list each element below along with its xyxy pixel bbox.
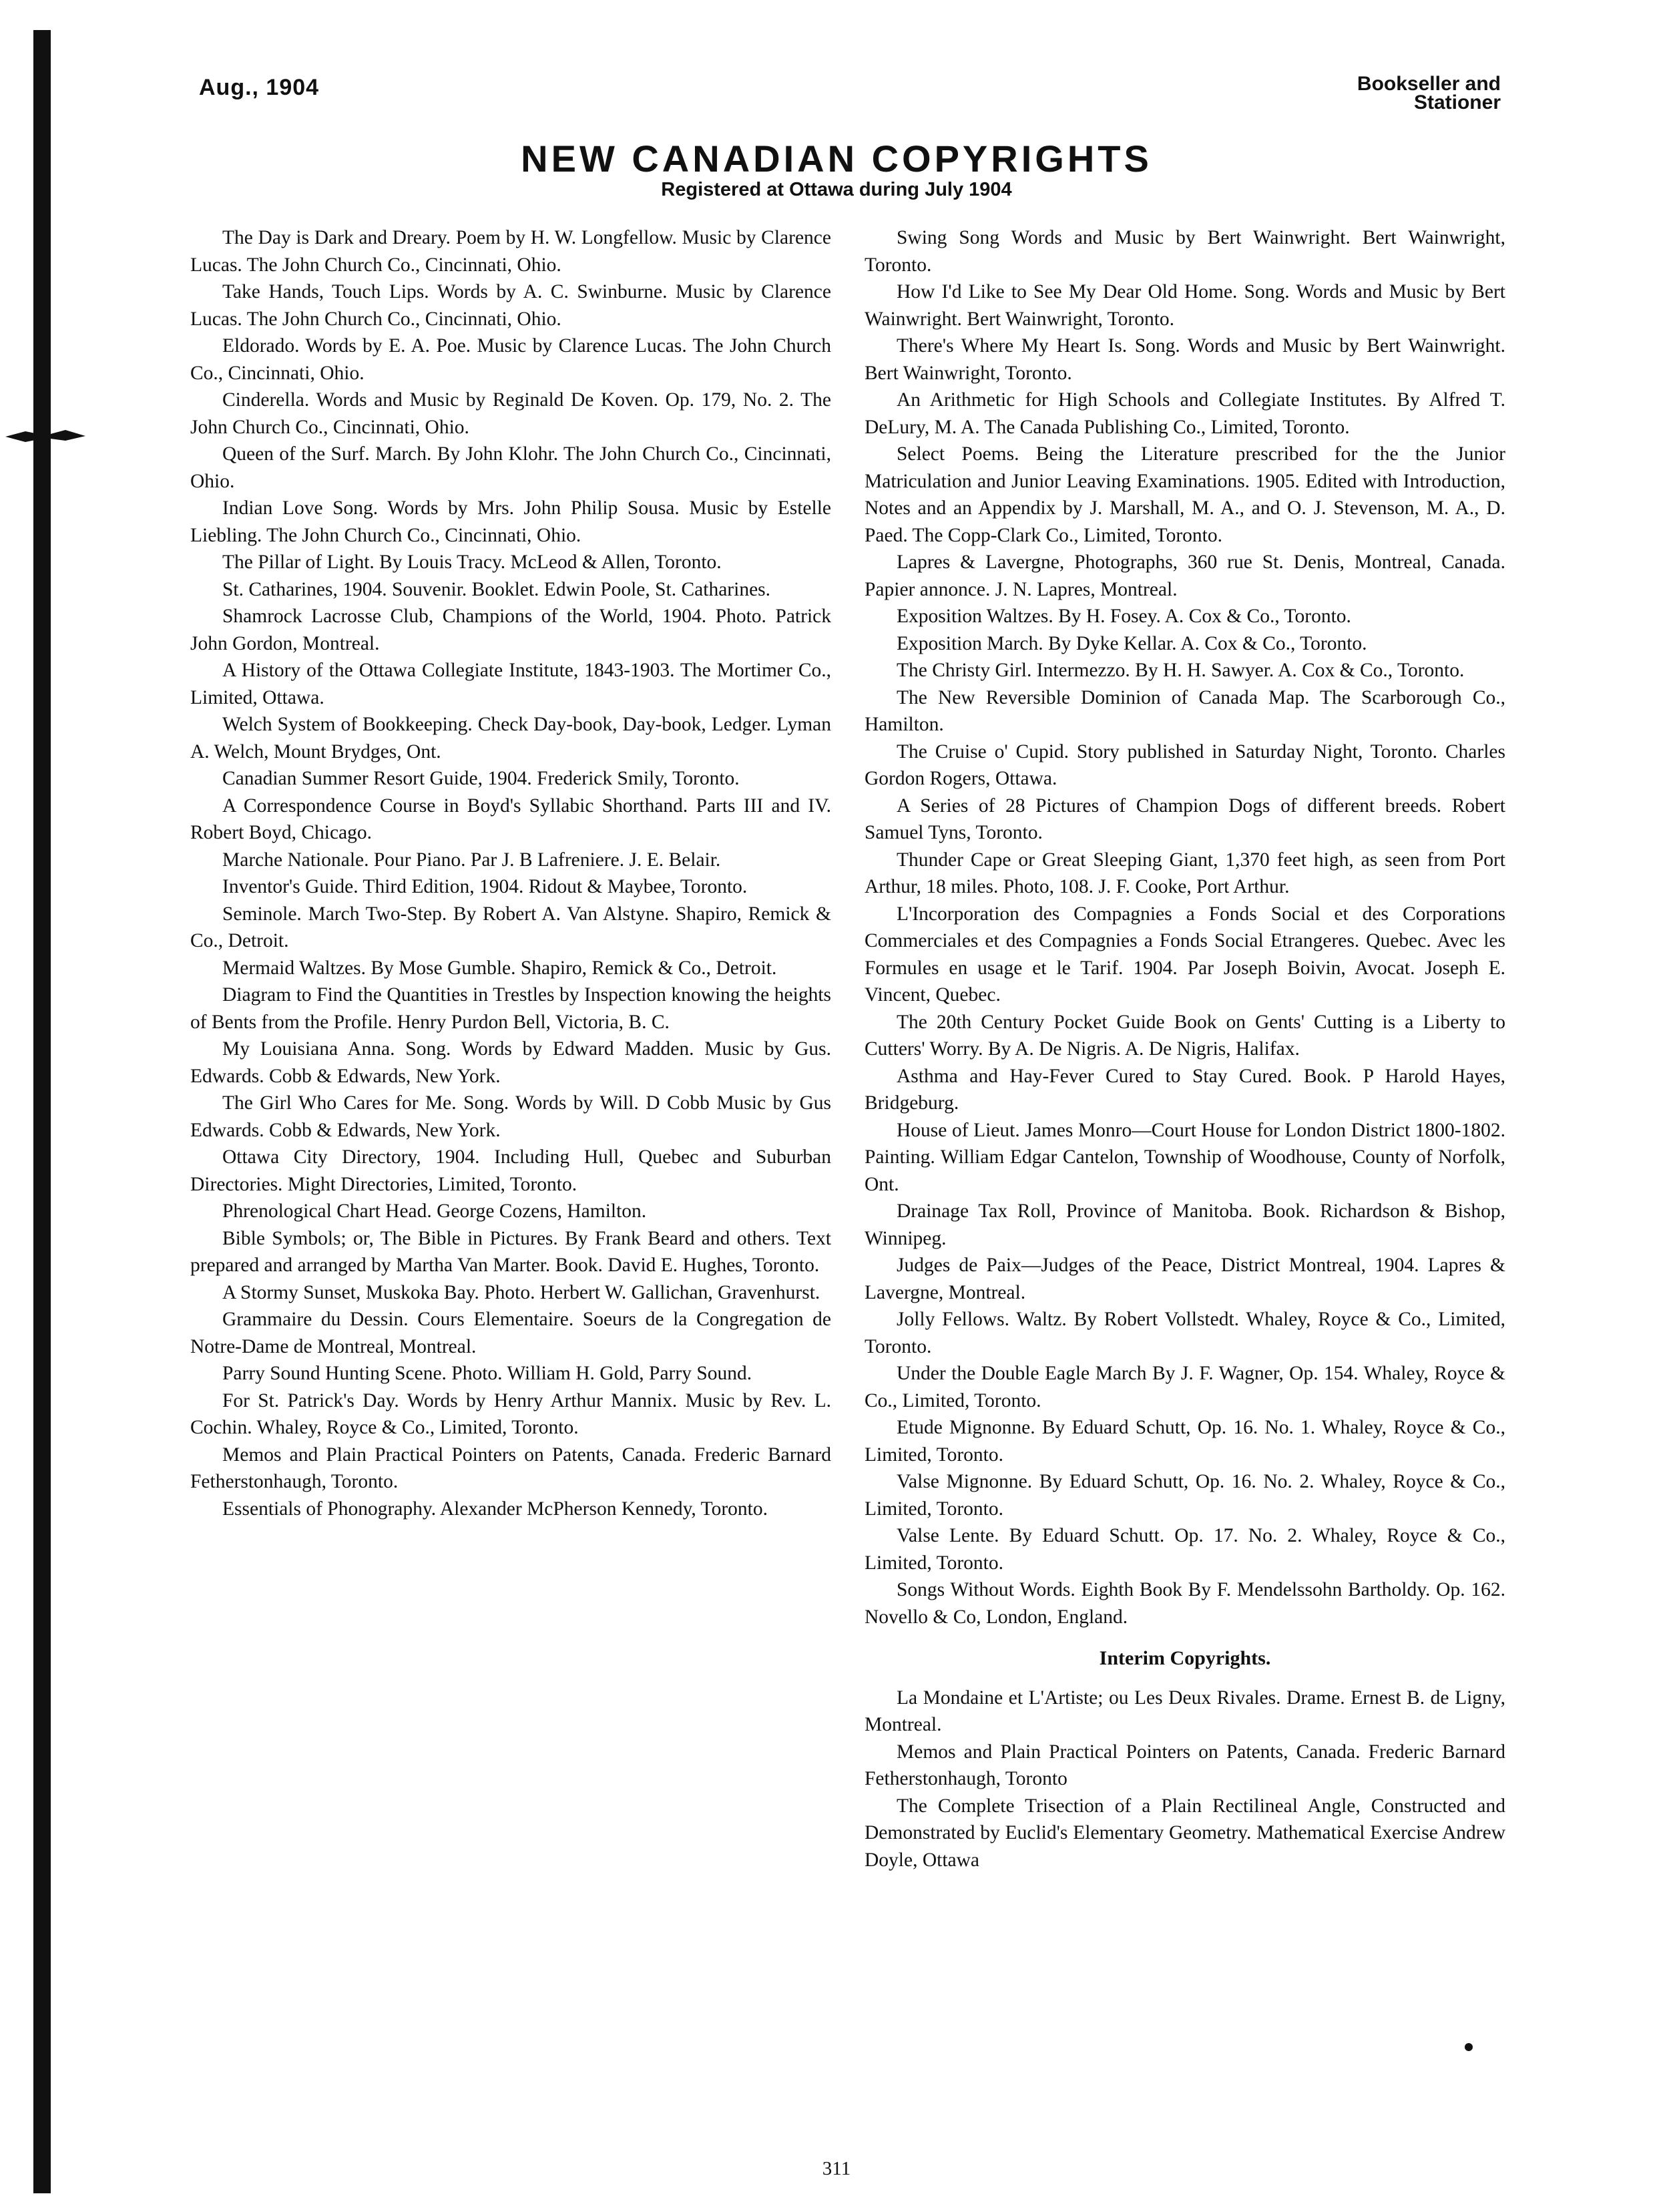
interim-copyrights-heading: Interim Copyrights. [1099,1647,1271,1669]
running-head-publication [1357,75,1501,112]
copyright-entry: Welch System of Bookkeeping. Check Day-book, Day-book, Ledger. Lyman A. Welch, Mount Brydges, Ont. [190,714,831,762]
copyright-entry: A Series of 28 Pictures of Champion Dogs of different breeds. Robert Samuel Tyns, Toronto. [865,795,1505,843]
copyright-entry: Drainage Tax Roll, Province of Manitoba. Book. Richardson & Bishop, Winnipeg. [865,1200,1505,1249]
copyright-entry: Cinderella. Words and Music by Reginald De Koven. Op. 179, No. 2. The John Church Co., Cincinnati, Ohio. [190,389,831,438]
publication-line-1: Bookseller and [1357,73,1501,95]
copyright-entry: Select Poems. Being the Literature prescribed for the the Junior Matriculation and Junior Leaving Examinations. 1905. Edited with Introduction, Notes and an Appendix by J. Marshall, M. A., and O. J. Stevenson, M. A., D. Paed. The Copp-Clark Co., Limited, Toronto. [865,443,1505,546]
copyright-entry: The 20th Century Pocket Guide Book on Gents' Cutting is a Liberty to Cutters' Worry. By A. De Nigris. A. De Nigris, Halifax. [865,1011,1505,1060]
copyright-entry: Parry Sound Hunting Scene. Photo. William H. Gold, Parry Sound. [222,1363,752,1384]
copyright-entry: L'Incorporation des Compagnies a Fonds Social et des Corporations Commerciales et des Compagnies a Fonds Social Etrangeres. Quebec. Avec les Formules en usage et le Tarif. 1904. Par Joseph Boivin, Avocat. Joseph E. Vincent, Quebec. [865,903,1505,1006]
binding-edge [33,30,51,2193]
copyright-entry: The Christy Girl. Intermezzo. By H. H. Sawyer. A. Cox & Co., Toronto. [897,660,1465,681]
running-head-date: Aug., 1904 [199,75,320,100]
copyright-entry: Take Hands, Touch Lips. Words by A. C. Swinburne. Music by Clarence Lucas. The John Church Co., Cincinnati, Ohio. [190,281,831,330]
copyright-entry: Exposition Waltzes. By H. Fosey. A. Cox & Co., Toronto. [897,606,1351,627]
copyright-entry: Asthma and Hay-Fever Cured to Stay Cured. Book. P Harold Hayes, Bridgeburg. [865,1065,1505,1114]
copyright-entry: The Girl Who Cares for Me. Song. Words by Will. D Cobb Music by Gus Edwards. Cobb & Edwards, New York. [190,1092,831,1141]
copyright-entry: Canadian Summer Resort Guide, 1904. Frederick Smily, Toronto. [222,768,740,789]
copyright-entry: Mermaid Waltzes. By Mose Gumble. Shapiro, Remick & Co., Detroit. [222,957,777,979]
copyright-entry: Swing Song Words and Music by Bert Wainwright. Bert Wainwright, Toronto. [865,227,1505,276]
copyright-entry: A History of the Ottawa Collegiate Institute, 1843-1903. The Mortimer Co., Limited, Ottawa. [190,660,831,708]
copyright-entry: The Pillar of Light. By Louis Tracy. McLeod & Allen, Toronto. [222,551,722,573]
copyright-entry: Queen of the Surf. March. By John Klohr. The John Church Co., Cincinnati, Ohio. [190,443,831,492]
copyright-entry: St. Catharines, 1904. Souvenir. Booklet. Edwin Poole, St. Catharines. [222,578,771,600]
copyright-entry: Eldorado. Words by E. A. Poe. Music by Clarence Lucas. The John Church Co., Cincinnati, Ohio. [190,335,831,384]
copyright-entry: The Cruise o' Cupid. Story published in Saturday Night, Toronto. Charles Gordon Rogers, Ottawa. [865,740,1505,789]
copyright-entry: Inventor's Guide. Third Edition, 1904. Ridout & Maybee, Toronto. [222,876,748,897]
copyright-entry: Valse Lente. By Eduard Schutt. Op. 17. No. 2. Whaley, Royce & Co., Limited, Toronto. [865,1525,1505,1574]
copyright-entry: Seminole. March Two-Step. By Robert A. Van Alstyne. Shapiro, Remick & Co., Detroit. [190,903,831,951]
page-number: 311 [822,2158,851,2179]
copyright-entry: Thunder Cape or Great Sleeping Giant, 1,370 feet high, as seen from Port Arthur, 18 miles. Photo, 108. J. F. Cooke, Port Arthur. [865,849,1505,897]
copyright-entry: Lapres & Lavergne, Photographs, 360 rue St. Denis, Montreal, Canada. Papier annonce. J. N. Lapres, Montreal. [865,551,1505,600]
copyright-entry: Exposition March. By Dyke Kellar. A. Cox & Co., Toronto. [897,632,1367,654]
page-title: NEW CANADIAN COPYRIGHTS [521,138,1152,180]
copyright-entry: Memos and Plain Practical Pointers on Patents, Canada. Frederic Barnard Fetherstonhaugh, Toronto. [190,1444,831,1492]
copyright-entry: Ottawa City Directory, 1904. Including Hull, Quebec and Suburban Directories. Might Directories, Limited, Toronto. [190,1146,831,1195]
copyright-entry: The Day is Dark and Dreary. Poem by H. W. Longfellow. Music by Clarence Lucas. The John Church Co., Cincinnati, Ohio. [190,227,831,276]
print-speck [1465,2043,1473,2051]
copyright-entry: Phrenological Chart Head. George Cozens, Hamilton. [222,1200,647,1222]
copyright-entry: Diagram to Find the Quantities in Trestles by Inspection knowing the heights of Bents from the Profile. Henry Purdon Bell, Victoria, B. C. [190,984,831,1033]
copyright-entry: A Stormy Sunset, Muskoka Bay. Photo. Herbert W. Gallichan, Gravenhurst. [222,1281,820,1303]
copyright-entry: House of Lieut. James Monro—Court House for London District 1800-1802. Painting. William Edgar Cantelon, Township of Woodhouse, County of Norfolk, Ont. [865,1119,1505,1195]
right-column-entries [865,224,1505,1630]
left-column [190,224,831,1522]
copyright-entry: Valse Mignonne. By Eduard Schutt, Op. 16. No. 2. Whaley, Royce & Co., Limited, Toronto. [865,1471,1505,1520]
publication-line-2: Stationer [1413,91,1501,114]
copyright-entry: Marche Nationale. Pour Piano. Par J. B Lafreniere. J. E. Belair. [222,849,721,871]
copyright-entry: How I'd Like to See My Dear Old Home. Song. Words and Music by Bert Wainwright. Bert Wainwright, Toronto. [865,281,1505,330]
copyright-entry: Grammaire du Dessin. Cours Elementaire. Soeurs de la Congregation de Notre-Dame de Montreal, Montreal. [190,1309,831,1357]
copyright-entry: For St. Patrick's Day. Words by Henry Arthur Mannix. Music by Rev. L. Cochin. Whaley, Royce & Co., Limited, Toronto. [190,1389,831,1438]
copyright-entry: La Mondaine et L'Artiste; ou Les Deux Rivales. Drame. Ernest B. de Ligny, Montreal. [865,1687,1505,1735]
copyright-entry: Judges de Paix—Judges of the Peace, District Montreal, 1904. Lapres & Lavergne, Montreal. [865,1255,1505,1303]
interim-entries [865,1685,1505,1874]
copyright-entry: Memos and Plain Practical Pointers on Patents, Canada. Frederic Barnard Fetherstonhaugh, Toronto [865,1741,1505,1789]
copyright-entry: Indian Love Song. Words by Mrs. John Philip Sousa. Music by Estelle Liebling. The John Church Co., Cincinnati, Ohio. [190,497,831,546]
copyright-entry: There's Where My Heart Is. Song. Words and Music by Bert Wainwright. Bert Wainwright, Toronto. [865,335,1505,384]
copyright-entry: An Arithmetic for High Schools and Collegiate Institutes. By Alfred T. DeLury, M. A. The Canada Publishing Co., Limited, Toronto. [865,389,1505,438]
copyright-entry: Etude Mignonne. By Eduard Schutt, Op. 16. No. 1. Whaley, Royce & Co., Limited, Toronto. [865,1417,1505,1466]
copyright-entry: Shamrock Lacrosse Club, Champions of the World, 1904. Photo. Patrick John Gordon, Montreal. [190,606,831,654]
copyright-entry: A Correspondence Course in Boyd's Syllabic Shorthand. Parts III and IV. Robert Boyd, Chicago. [190,795,831,843]
right-column [865,224,1505,1873]
copyright-entry: Songs Without Words. Eighth Book By F. Mendelssohn Bartholdy. Op. 162. Novello & Co, London, England. [865,1579,1505,1628]
copyright-entry: Under the Double Eagle March By J. F. Wagner, Op. 154. Whaley, Royce & Co., Limited, Toronto. [865,1363,1505,1411]
copyright-entry: The Complete Trisection of a Plain Rectilineal Angle, Constructed and Demonstrated by Euclid's Elementary Geometry. Mathematical Exercise Andrew Doyle, Ottawa [865,1795,1505,1871]
copyright-entry: The New Reversible Dominion of Canada Map. The Scarborough Co., Hamilton. [865,686,1505,735]
copyright-entry: My Louisiana Anna. Song. Words by Edward Madden. Music by Gus. Edwards. Cobb & Edwards, New York. [190,1038,831,1087]
copyright-entry: Bible Symbols; or, The Bible in Pictures. By Frank Beard and others. Text prepared and arranged by Martha Van Marter. Book. David E. Hughes, Toronto. [190,1227,831,1276]
binding-smudge [5,427,85,445]
copyright-entry: Jolly Fellows. Waltz. By Robert Vollstedt. Whaley, Royce & Co., Limited, Toronto. [865,1309,1505,1357]
page-subtitle: Registered at Ottawa during July 1904 [661,179,1012,200]
copyright-entry: Essentials of Phonography. Alexander McPherson Kennedy, Toronto. [222,1498,768,1520]
